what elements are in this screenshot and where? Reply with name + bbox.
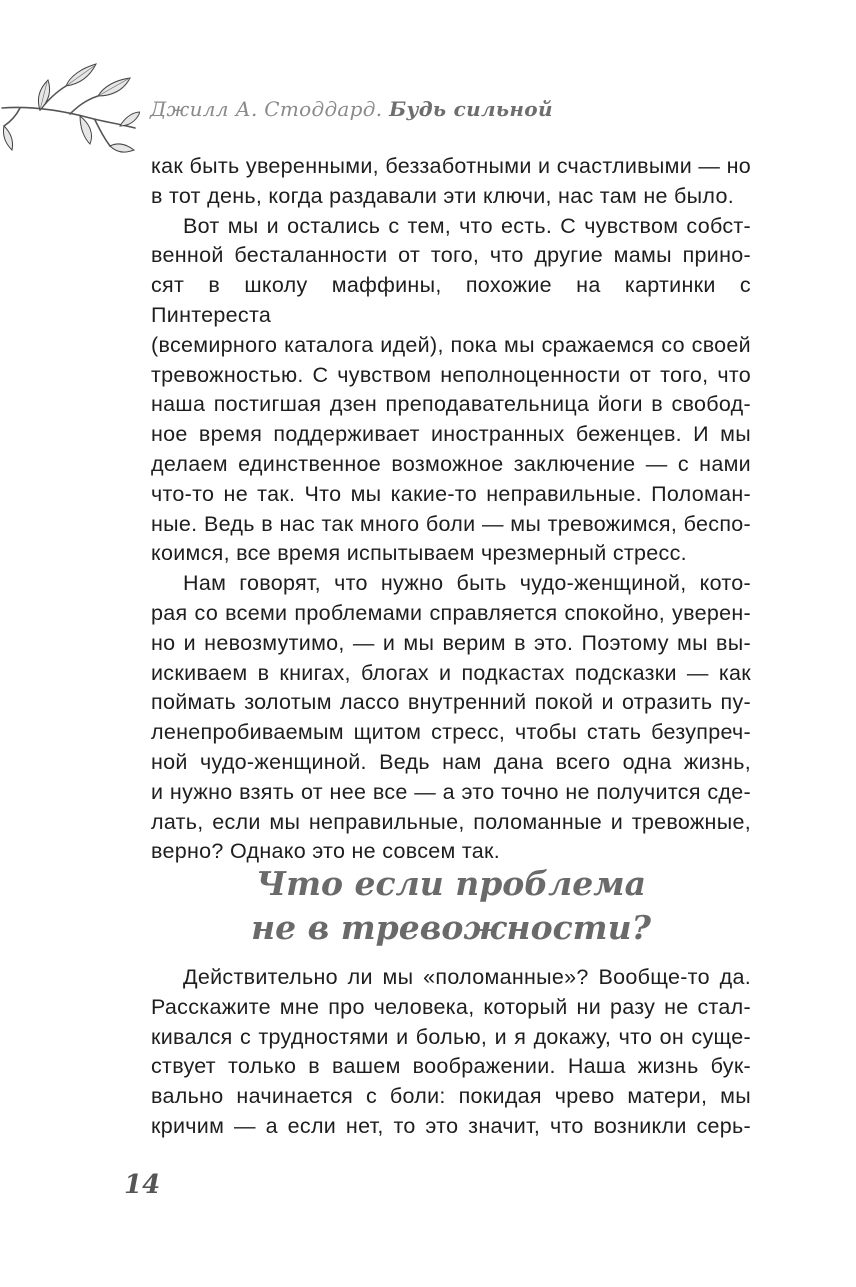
text-line: венной бесталанности от того, что другие мамы прино- xyxy=(151,243,751,268)
text-line: как быть уверенными, беззаботными и счастливыми — но xyxy=(151,154,751,178)
leaf-branch-ornament xyxy=(0,58,140,158)
body-text-block xyxy=(151,963,751,1142)
body-text-block xyxy=(151,152,751,867)
text-line: Действительно ли мы «поломанные»? Вообще-то да. xyxy=(183,965,751,989)
text-line: искиваем в книгах, блогах и подкастах подсказки — как xyxy=(151,660,751,685)
text-line: ные. Ведь в нас так много боли — мы тревожимся, беспо- xyxy=(151,511,751,536)
text-line: поймать золотым лассо внутренний покой и отразить пу- xyxy=(151,690,751,715)
text-line: наша постигшая дзен преподавательница йоги в свобод- xyxy=(151,392,751,417)
section-heading xyxy=(151,862,751,950)
text-line: ное время поддерживает иностранных беженцев. И мы xyxy=(151,422,751,447)
section-heading-line: Что если проблема xyxy=(255,864,647,903)
running-head-book-title: Будь сильной xyxy=(389,97,553,121)
page-number: 14 xyxy=(124,1170,161,1200)
text-line: и нужно взять от нее все — а это точно не получится сде- xyxy=(151,779,751,804)
text-line: что-то не так. Что мы какие-то неправильные. Поломан- xyxy=(151,481,751,506)
text-line: тревожностью. С чувством неполноценности от того, что xyxy=(151,362,751,387)
section-heading-line: не в тревожности? xyxy=(251,908,651,947)
text-line: но и невозмутимо, — и мы верим в это. Поэтому мы вы- xyxy=(151,630,751,655)
text-line: Расскажите мне про человека, который ни разу не стал- xyxy=(151,994,751,1019)
text-line: ной чудо-женщиной. Ведь нам дана всего одна жизнь, xyxy=(151,749,751,774)
text-line: вально начинается с боли: покидая чрево матери, мы xyxy=(151,1084,751,1109)
text-line: верно? Однако это не совсем так. xyxy=(151,839,501,864)
text-line: кричим — а если нет, то это значит, что возникли серь- xyxy=(151,1113,751,1138)
text-line: ленепробиваемым щитом стресс, чтобы стать безупреч- xyxy=(151,720,751,745)
text-line: лать, если мы неправильные, поломанные и тревожные, xyxy=(151,809,751,834)
text-line: Вот мы и остались с тем, что есть. С чувством собст- xyxy=(183,213,751,238)
text-line: (всемирного каталога идей), пока мы сражаемся со своей xyxy=(151,332,751,357)
running-head-author: Джилл А. Стоддард. xyxy=(150,97,383,121)
text-line: сят в школу маффины, похожие на картинки с Пинтереста xyxy=(151,273,751,327)
text-line: коимся, все время испытываем чрезмерный стресс. xyxy=(151,541,687,566)
text-line: ствует только в вашем воображении. Наша жизнь бук- xyxy=(151,1054,751,1079)
text-line: Нам говорят, что нужно быть чудо-женщиной, кото- xyxy=(183,571,751,596)
text-line: в тот день, когда раздавали эти ключи, нас там не было. xyxy=(151,183,735,208)
text-line: кивался с трудностями и болью, и я докажу, что он суще- xyxy=(151,1024,751,1049)
running-head xyxy=(150,97,553,121)
text-line: делаем единственное возможное заключение — с нами xyxy=(151,451,751,476)
text-line: рая со всеми проблемами справляется спокойно, уверен- xyxy=(151,600,751,625)
